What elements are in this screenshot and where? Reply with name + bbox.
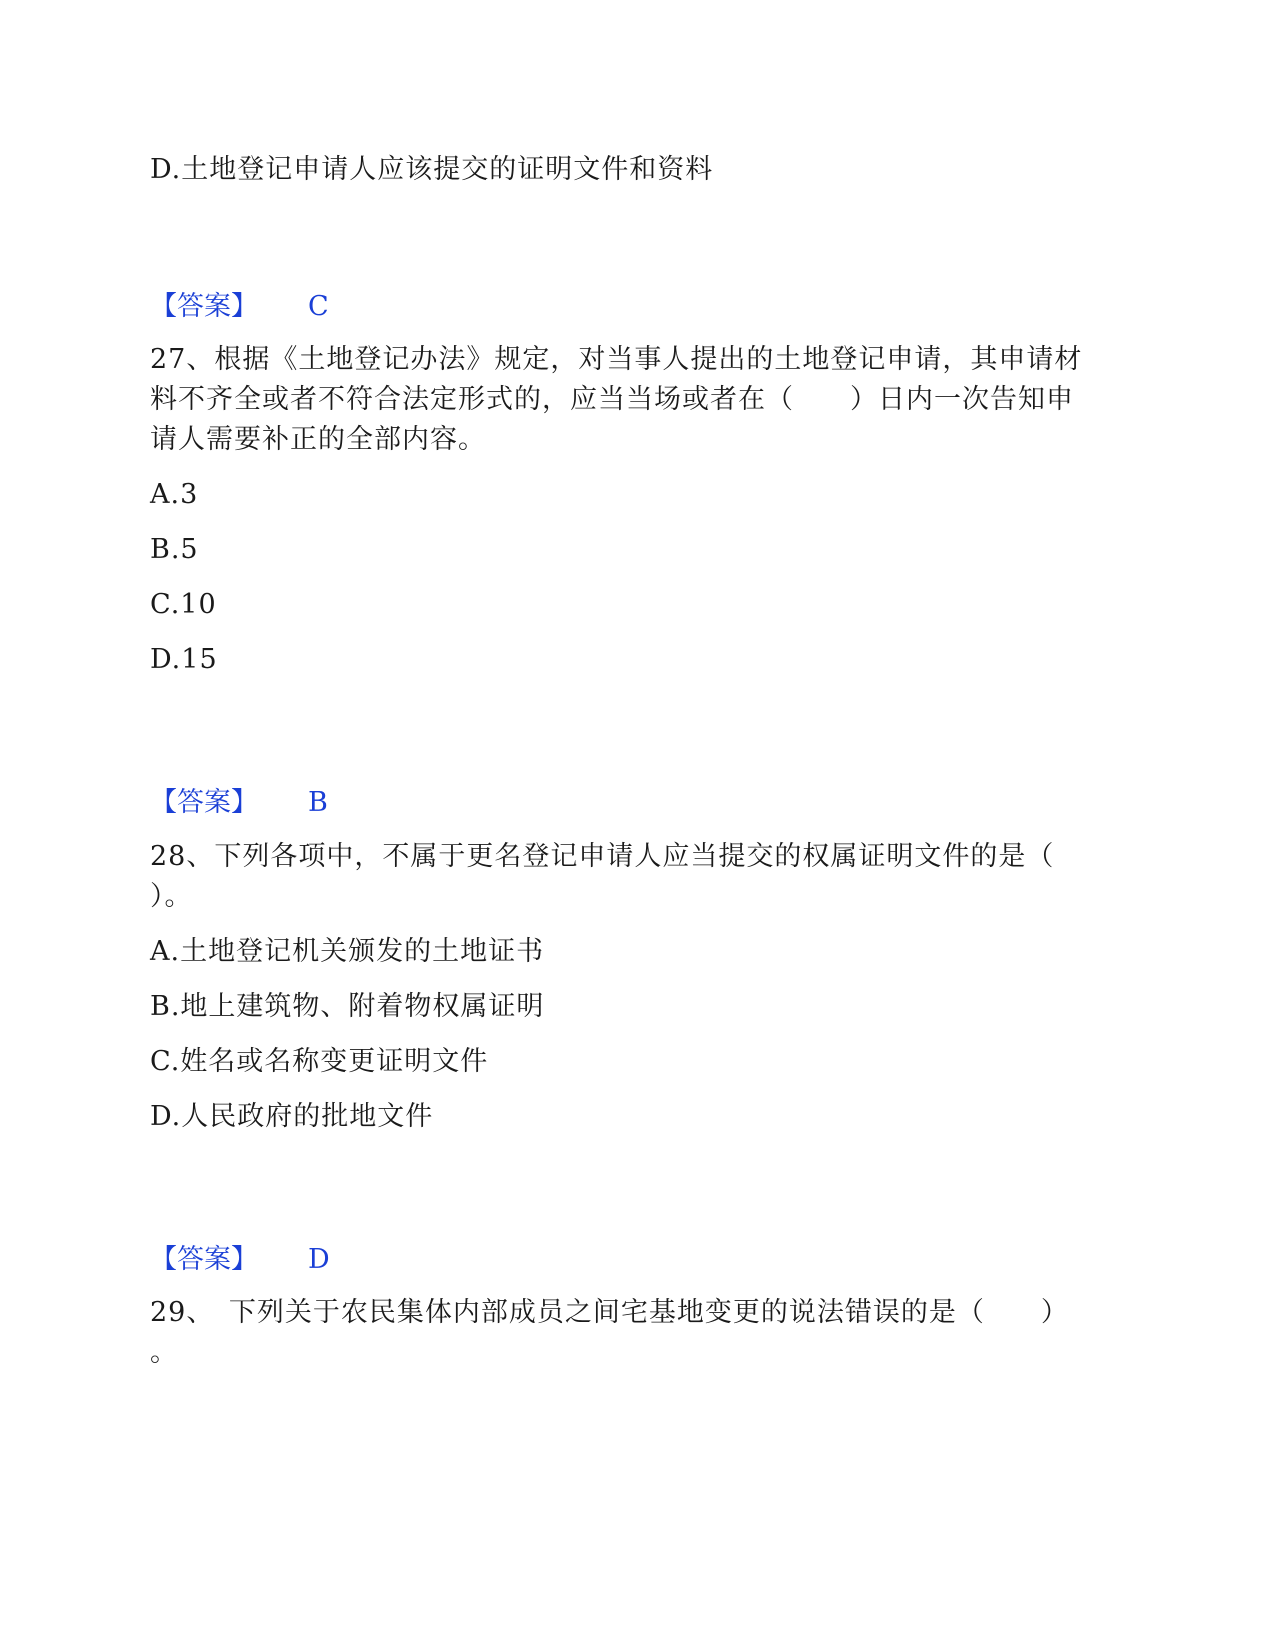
question-text-line: 料不齐全或者不符合法定形式的，应当当场或者在（ ）日内一次告知申 xyxy=(150,384,1074,415)
option-b: B.地上建筑物、附着物权属证明 xyxy=(150,991,545,1022)
question-text-line: 29、 下列关于农民集体内部成员之间宅基地变更的说法错误的是（ ） xyxy=(150,1297,1069,1328)
answer-row xyxy=(150,287,329,327)
answer-label: 【答案】 xyxy=(150,1244,258,1275)
option-c: C.姓名或名称变更证明文件 xyxy=(150,1046,489,1077)
answer-value: B xyxy=(308,787,328,818)
question-text-line: 。 xyxy=(150,1337,178,1368)
question-text-line: 27、根据《土地登记办法》规定，对当事人提出的土地登记申请，其申请材 xyxy=(150,344,1083,375)
answer-label: 【答案】 xyxy=(150,291,258,322)
option-a: A.3 xyxy=(150,479,199,510)
question-text-line: 28、下列各项中，不属于更名登记申请人应当提交的权属证明文件的是（ xyxy=(150,841,1055,872)
question-text-line: ）。 xyxy=(150,881,193,912)
option-b: B.5 xyxy=(150,534,199,565)
option-a: A.土地登记机关颁发的土地证书 xyxy=(150,936,545,967)
answer-label: 【答案】 xyxy=(150,787,258,818)
answer-value: C xyxy=(308,291,329,322)
option-d: D.土地登记申请人应该提交的证明文件和资料 xyxy=(150,154,714,185)
option-c: C.10 xyxy=(150,589,217,620)
question-text-line: 请人需要补正的全部内容。 xyxy=(150,424,486,455)
option-d: D.人民政府的批地文件 xyxy=(150,1101,434,1132)
answer-row xyxy=(150,783,328,823)
answer-value: D xyxy=(308,1244,330,1275)
answer-row xyxy=(150,1240,330,1280)
option-d: D.15 xyxy=(150,644,218,675)
